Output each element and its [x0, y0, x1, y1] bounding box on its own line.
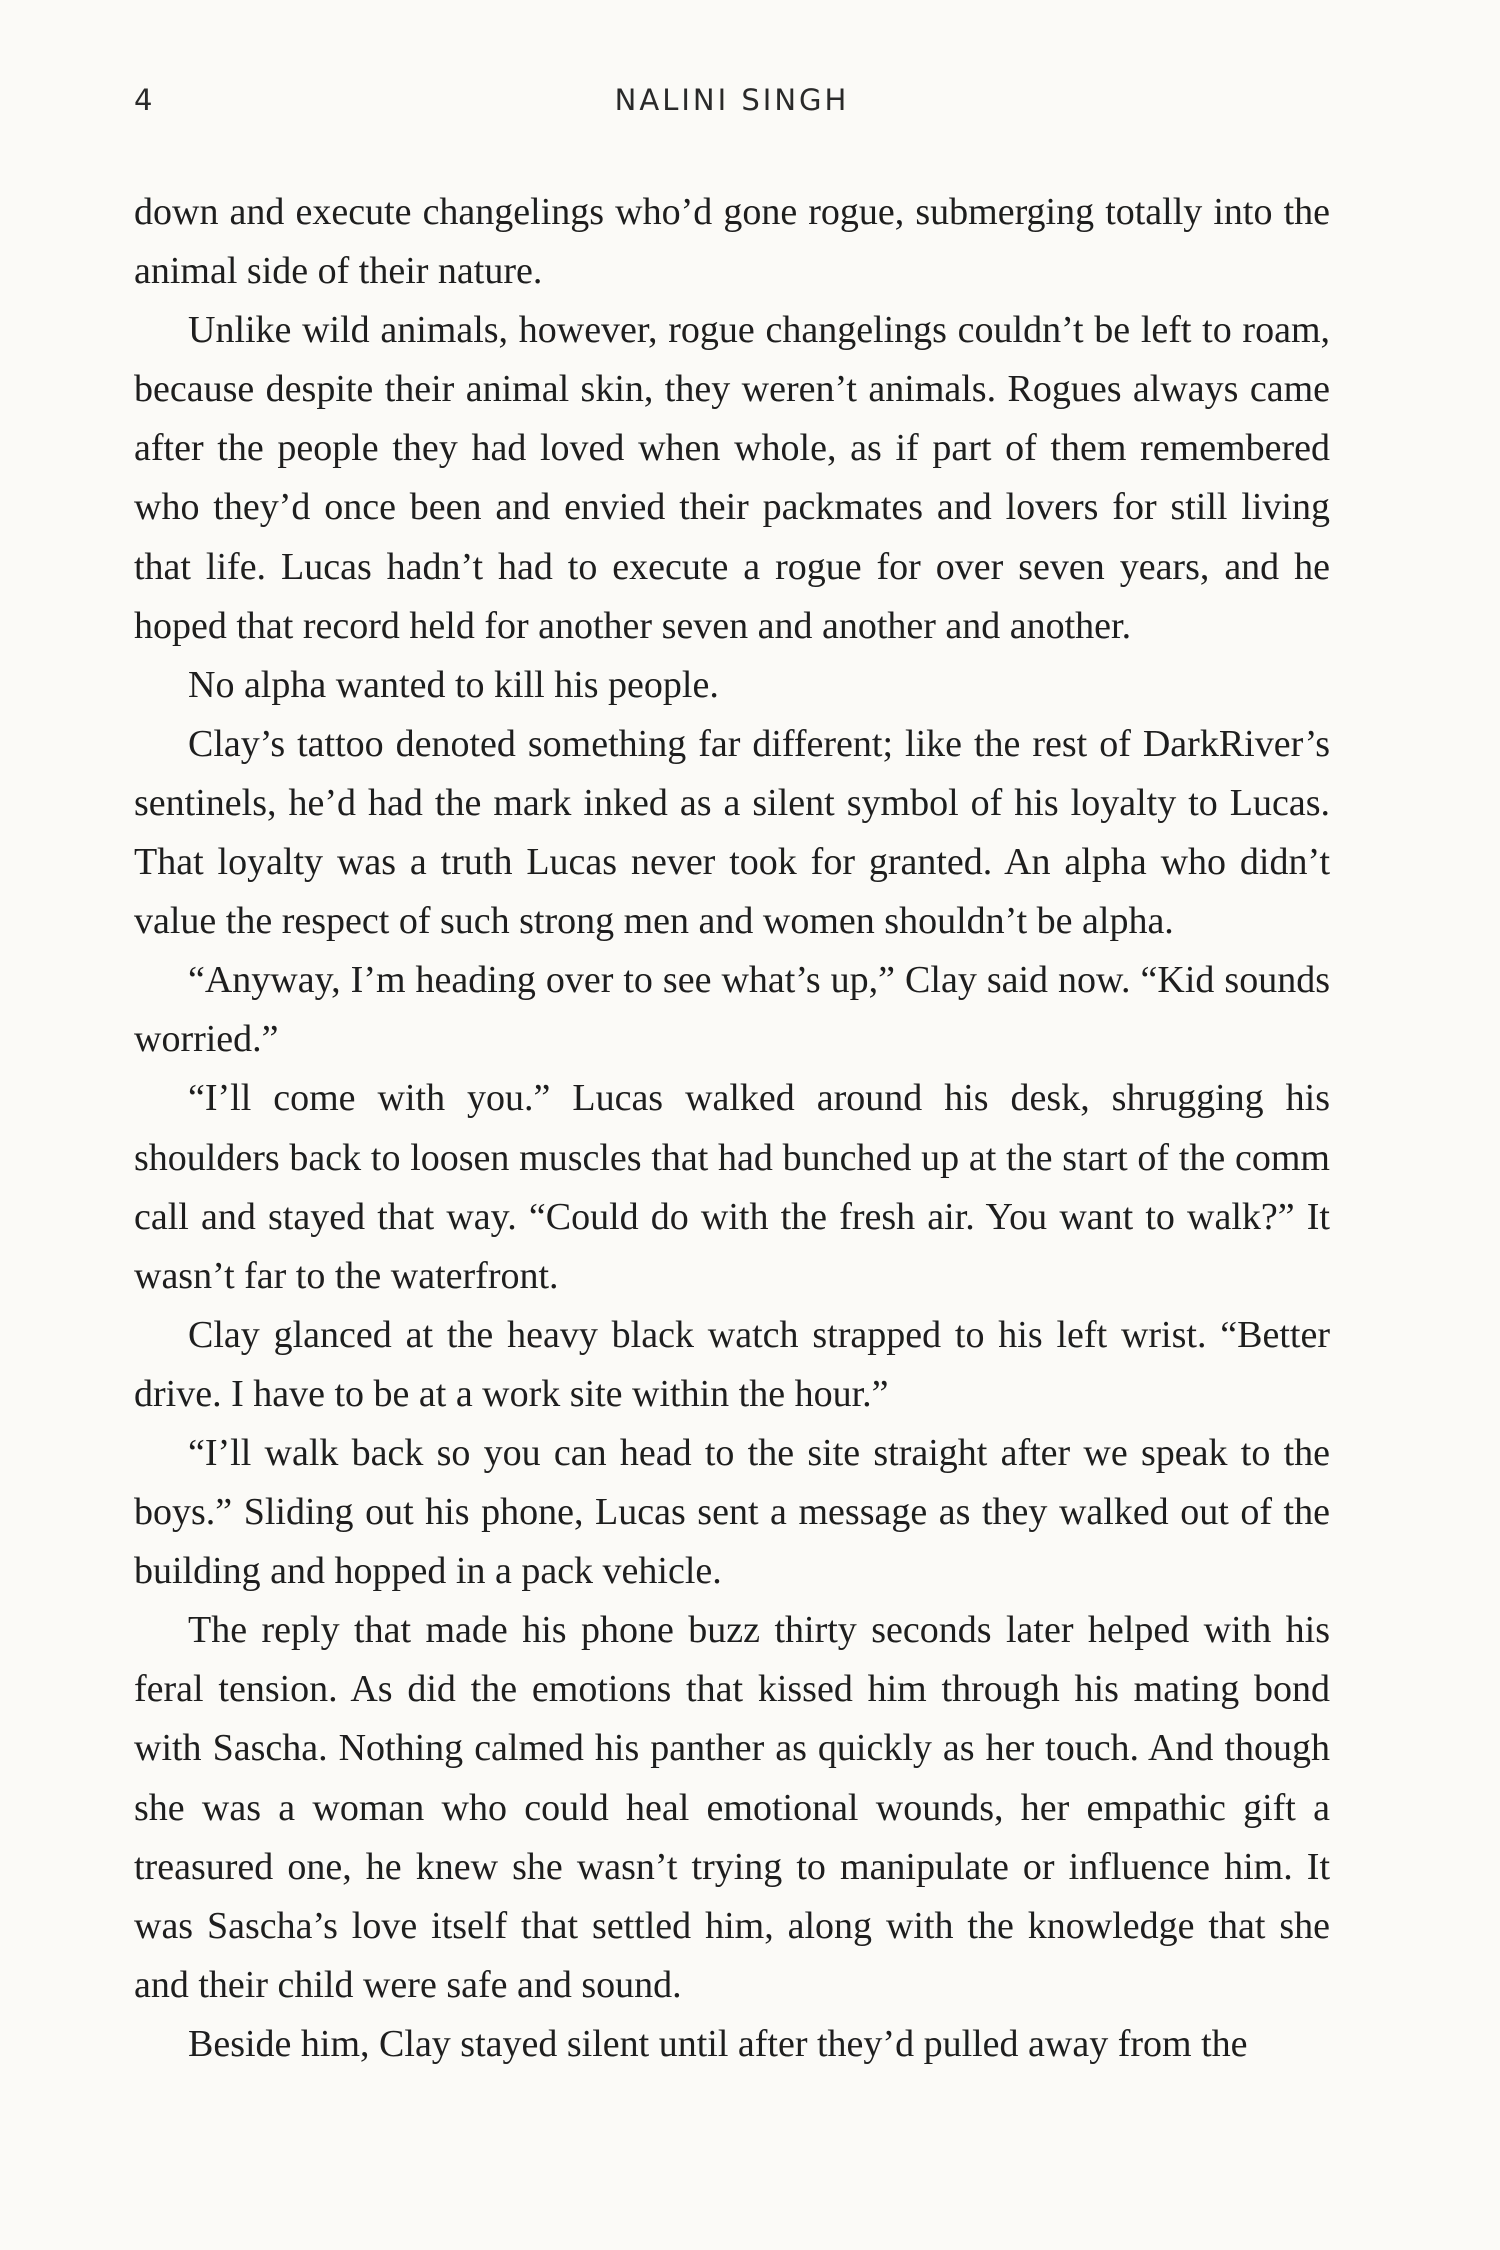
paragraph: Clay glanced at the heavy black watch strapped to his left wrist. “Better drive. I have to be at a work site within the hour.” [134, 1313, 1330, 1415]
page-header [134, 80, 1330, 120]
paragraph: Beside him, Clay stayed silent until after they’d pulled away from the [188, 2022, 1248, 2065]
body-text [134, 183, 1330, 2074]
paragraph: Unlike wild animals, however, rogue changelings couldn’t be left to roam, because despite their animal skin, they weren’t animals. Rogues always came after the people they had loved when whole, as if part of them remembered who they’d once been and envied their packmates and lovers for still living that life. Lucas hadn’t had to execute a rogue for over seven years, and he hoped that record held for another seven and another and another. [134, 309, 1330, 647]
running-head-author: NALINI SINGH [614, 83, 850, 117]
paragraph: “I’ll come with you.” Lucas walked around his desk, shrugging his shoulders back to loosen muscles that had bunched up at the start of the comm call and stayed that way. “Could do with the fresh air. You want to walk?” It wasn’t far to the waterfront. [134, 1077, 1330, 1297]
paragraph: “Anyway, I’m heading over to see what’s up,” Clay said now. “Kid sounds worried.” [134, 959, 1330, 1061]
paragraph: down and execute changelings who’d gone rogue, submerging totally into the animal side of their nature. [134, 191, 1330, 293]
paragraph: “I’ll walk back so you can head to the site straight after we speak to the boys.” Sliding out his phone, Lucas sent a message as they walked out of the building and hopped in a pack vehicle. [134, 1431, 1330, 1593]
page-number: 4 [134, 83, 153, 117]
paragraph: Clay’s tattoo denoted something far different; like the rest of DarkRiver’s sentinels, he’d had the mark inked as a silent symbol of his loyalty to Lucas. That loyalty was a truth Lucas never took for granted. An alpha who didn’t value the respect of such strong men and women shouldn’t be alpha. [134, 722, 1330, 943]
paragraph: No alpha wanted to kill his people. [188, 663, 719, 706]
paragraph: The reply that made his phone buzz thirty seconds later helped with his feral tension. As did the emotions that kissed him through his mating bond with Sascha. Nothing calmed his panther as quickly as her touch. And though she was a woman who could heal emotional wounds, her empathic gift a treasured one, he knew she wasn’t trying to manipulate or influence him. It was Sascha’s love itself that settled him, along with the knowledge that she and their child were safe and sound. [134, 1609, 1330, 2006]
